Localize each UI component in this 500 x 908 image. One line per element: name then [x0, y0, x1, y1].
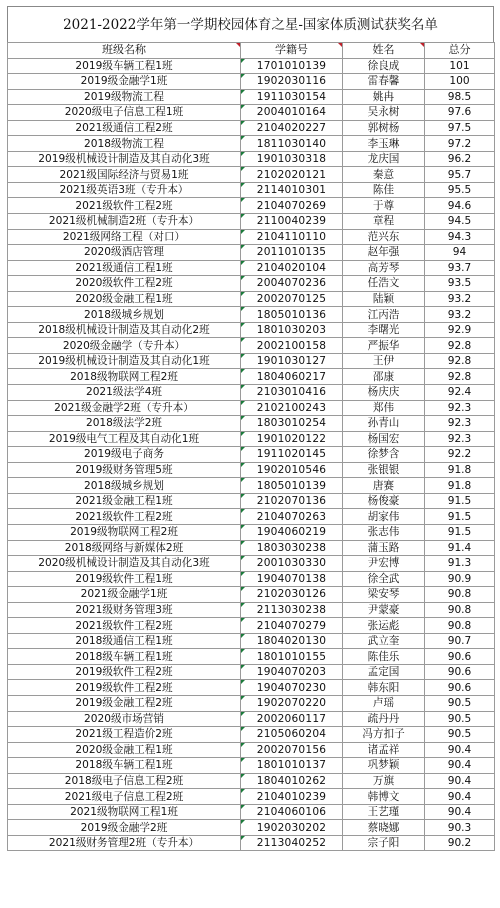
score-cell[interactable]: 91.5 [425, 524, 495, 540]
class-cell[interactable]: 2019级车辆工程1班 [8, 58, 241, 74]
student-id-cell[interactable]: 2001030330 [241, 556, 343, 572]
student-id-cell[interactable]: 2114010301 [241, 182, 343, 198]
header-row [8, 43, 495, 59]
score-cell[interactable]: 90.4 [425, 758, 495, 774]
table-row [8, 587, 495, 603]
score-cell[interactable]: 93.5 [425, 276, 495, 292]
score-cell[interactable]: 90.5 [425, 727, 495, 743]
table-row [8, 385, 495, 401]
table-row [8, 727, 495, 743]
table-row [8, 711, 495, 727]
student-id-cell[interactable]: 1804060217 [241, 369, 343, 385]
student-id-cell[interactable]: 1803010254 [241, 416, 343, 432]
student-id-cell[interactable]: 2004070236 [241, 276, 343, 292]
score-cell[interactable]: 90.4 [425, 742, 495, 758]
score-cell[interactable]: 92.8 [425, 369, 495, 385]
table-row [8, 369, 495, 385]
table-row [8, 664, 495, 680]
score-cell[interactable]: 93.2 [425, 291, 495, 307]
table-row [8, 773, 495, 789]
score-cell[interactable]: 92.4 [425, 385, 495, 401]
table-row [8, 276, 495, 292]
class-cell[interactable]: 2021级通信工程1班 [8, 260, 241, 276]
student-id-cell[interactable]: 2002070125 [241, 291, 343, 307]
score-cell[interactable]: 97.2 [425, 136, 495, 152]
header-name[interactable]: 姓名 [343, 43, 425, 59]
class-cell[interactable]: 2018级通信工程1班 [8, 633, 241, 649]
name-cell[interactable]: 赵年强 [343, 245, 425, 261]
header-student-id[interactable]: 学籍号 [241, 43, 343, 59]
score-cell[interactable]: 92.8 [425, 353, 495, 369]
student-id-cell[interactable]: 2102070136 [241, 493, 343, 509]
name-cell[interactable]: 巩梦颖 [343, 758, 425, 774]
score-cell[interactable]: 97.5 [425, 120, 495, 136]
name-cell[interactable]: 李玉琳 [343, 136, 425, 152]
class-cell[interactable]: 2020级金融工程1班 [8, 742, 241, 758]
table-row [8, 182, 495, 198]
table-row [8, 447, 495, 463]
name-cell[interactable]: 徐全武 [343, 571, 425, 587]
class-cell[interactable]: 2020级金融工程1班 [8, 291, 241, 307]
name-cell[interactable]: 郭树杨 [343, 120, 425, 136]
class-cell[interactable]: 2020级金融学（专升本） [8, 338, 241, 354]
class-cell[interactable]: 2021级软件工程2班 [8, 198, 241, 214]
table-row [8, 789, 495, 805]
score-cell[interactable]: 92.3 [425, 416, 495, 432]
name-cell[interactable]: 卢瑶 [343, 695, 425, 711]
name-cell[interactable]: 张运彪 [343, 618, 425, 634]
student-id-cell[interactable]: 2113030238 [241, 602, 343, 618]
name-cell[interactable]: 严振华 [343, 338, 425, 354]
score-cell[interactable]: 98.5 [425, 89, 495, 105]
name-cell[interactable]: 江丙浩 [343, 307, 425, 323]
score-cell[interactable]: 94.5 [425, 214, 495, 230]
score-cell[interactable]: 93.2 [425, 307, 495, 323]
student-id-cell[interactable]: 1904060219 [241, 524, 343, 540]
class-cell[interactable]: 2018级物联网工程2班 [8, 369, 241, 385]
name-cell[interactable]: 陆颖 [343, 291, 425, 307]
table-row [8, 540, 495, 556]
name-cell[interactable]: 蔡晓娜 [343, 820, 425, 836]
table-row [8, 571, 495, 587]
student-id-cell[interactable]: 2104010239 [241, 789, 343, 805]
score-cell[interactable]: 91.4 [425, 540, 495, 556]
class-cell[interactable]: 2019级金融学2班 [8, 820, 241, 836]
table-row [8, 214, 495, 230]
class-cell[interactable]: 2021级电子信息工程2班 [8, 789, 241, 805]
student-id-cell[interactable]: 1902010546 [241, 462, 343, 478]
table-row [8, 229, 495, 245]
name-cell[interactable]: 胡家伟 [343, 509, 425, 525]
score-cell[interactable]: 94 [425, 245, 495, 261]
class-cell[interactable]: 2021级物联网工程1班 [8, 804, 241, 820]
student-id-cell[interactable]: 2104020227 [241, 120, 343, 136]
name-cell[interactable]: 韩博文 [343, 789, 425, 805]
table-row [8, 353, 495, 369]
table-row [8, 835, 495, 851]
student-id-cell[interactable]: 1901030127 [241, 353, 343, 369]
name-cell[interactable]: 疏丹丹 [343, 711, 425, 727]
table-row [8, 509, 495, 525]
score-cell[interactable]: 94.3 [425, 229, 495, 245]
student-id-cell[interactable]: 2113040252 [241, 835, 343, 851]
score-cell[interactable]: 92.2 [425, 447, 495, 463]
class-cell[interactable]: 2021级工程造价2班 [8, 727, 241, 743]
name-cell[interactable]: 张志伟 [343, 524, 425, 540]
table-row [8, 136, 495, 152]
table-row [8, 493, 495, 509]
header-class[interactable]: 班级名称 [8, 43, 241, 59]
student-id-cell[interactable]: 2104070279 [241, 618, 343, 634]
name-cell[interactable]: 武立奎 [343, 633, 425, 649]
name-cell[interactable]: 唐赛 [343, 478, 425, 494]
student-id-cell[interactable]: 1902030202 [241, 820, 343, 836]
score-cell[interactable]: 91.5 [425, 493, 495, 509]
student-id-cell[interactable]: 1803030238 [241, 540, 343, 556]
table-row [8, 74, 495, 90]
header-score[interactable]: 总分 [425, 43, 495, 59]
class-cell[interactable]: 2021级国际经济与贸易1班 [8, 167, 241, 183]
score-cell[interactable]: 92.3 [425, 400, 495, 416]
table-row [8, 478, 495, 494]
class-cell[interactable]: 2019级软件工程1班 [8, 571, 241, 587]
name-cell[interactable]: 张银银 [343, 462, 425, 478]
score-cell[interactable]: 90.8 [425, 602, 495, 618]
student-id-cell[interactable]: 1701010139 [241, 58, 343, 74]
student-id-cell[interactable]: 2004010164 [241, 105, 343, 121]
table-row [8, 680, 495, 696]
name-cell[interactable]: 杨国宏 [343, 431, 425, 447]
student-id-cell[interactable]: 2104070269 [241, 198, 343, 214]
student-id-cell[interactable]: 1911020145 [241, 447, 343, 463]
score-cell[interactable]: 91.5 [425, 509, 495, 525]
score-cell[interactable]: 91.8 [425, 478, 495, 494]
class-cell[interactable]: 2021级金融工程1班 [8, 493, 241, 509]
class-cell[interactable]: 2019级金融工程2班 [8, 695, 241, 711]
score-cell[interactable]: 90.6 [425, 664, 495, 680]
name-cell[interactable]: 任浩文 [343, 276, 425, 292]
name-cell[interactable]: 韩东阳 [343, 680, 425, 696]
name-cell[interactable]: 诸孟祥 [343, 742, 425, 758]
name-cell[interactable]: 龙庆国 [343, 151, 425, 167]
award-table [7, 42, 495, 851]
name-cell[interactable]: 梁安琴 [343, 587, 425, 603]
score-cell[interactable]: 92.3 [425, 431, 495, 447]
name-cell[interactable]: 冯方扣子 [343, 727, 425, 743]
score-cell[interactable]: 93.7 [425, 260, 495, 276]
class-cell[interactable]: 2020级电子信息工程1班 [8, 105, 241, 121]
class-cell[interactable]: 2018级网络与新媒体2班 [8, 540, 241, 556]
name-cell[interactable]: 孙青山 [343, 416, 425, 432]
table-row [8, 307, 495, 323]
student-id-cell[interactable]: 2102100243 [241, 400, 343, 416]
student-id-cell[interactable]: 1902070220 [241, 695, 343, 711]
name-cell[interactable]: 万旗 [343, 773, 425, 789]
name-cell[interactable]: 尹蒙豪 [343, 602, 425, 618]
class-cell[interactable]: 2021级网络工程（对口） [8, 229, 241, 245]
class-cell[interactable]: 2021级通信工程2班 [8, 120, 241, 136]
student-id-cell[interactable]: 2102030126 [241, 587, 343, 603]
table-row [8, 695, 495, 711]
class-cell[interactable]: 2019级物联网工程2班 [8, 524, 241, 540]
score-cell[interactable]: 100 [425, 74, 495, 90]
table-row [8, 338, 495, 354]
table-row [8, 151, 495, 167]
table-row [8, 416, 495, 432]
name-cell[interactable]: 高芳琴 [343, 260, 425, 276]
student-id-cell[interactable]: 1804010262 [241, 773, 343, 789]
class-cell[interactable]: 2020级市场营销 [8, 711, 241, 727]
name-cell[interactable]: 王伊 [343, 353, 425, 369]
score-cell[interactable]: 95.7 [425, 167, 495, 183]
table-row [8, 260, 495, 276]
score-cell[interactable]: 91.3 [425, 556, 495, 572]
student-id-cell[interactable]: 1805010139 [241, 478, 343, 494]
student-id-cell[interactable]: 2104020104 [241, 260, 343, 276]
student-id-cell[interactable]: 2110040239 [241, 214, 343, 230]
name-cell[interactable]: 蒲玉路 [343, 540, 425, 556]
student-id-cell[interactable]: 2104060106 [241, 804, 343, 820]
table-row [8, 58, 495, 74]
score-cell[interactable]: 101 [425, 58, 495, 74]
class-cell[interactable]: 2021级财务管理2班（专升本） [8, 835, 241, 851]
student-id-cell[interactable]: 1801010137 [241, 758, 343, 774]
student-id-cell[interactable]: 2104070263 [241, 509, 343, 525]
score-cell[interactable]: 90.2 [425, 835, 495, 851]
class-cell[interactable]: 2019级软件工程2班 [8, 680, 241, 696]
student-id-cell[interactable]: 1804020130 [241, 633, 343, 649]
student-id-cell[interactable]: 1801030203 [241, 322, 343, 338]
student-id-cell[interactable]: 1901020122 [241, 431, 343, 447]
table-row [8, 820, 495, 836]
score-cell[interactable]: 92.9 [425, 322, 495, 338]
table-row [8, 618, 495, 634]
table-row [8, 167, 495, 183]
class-cell[interactable]: 2019级机械设计制造及其自动化3班 [8, 151, 241, 167]
student-id-cell[interactable]: 1904070138 [241, 571, 343, 587]
table-row [8, 742, 495, 758]
score-cell[interactable]: 90.4 [425, 804, 495, 820]
score-cell[interactable]: 94.6 [425, 198, 495, 214]
name-cell[interactable]: 宗子阳 [343, 835, 425, 851]
student-id-cell[interactable]: 2104110110 [241, 229, 343, 245]
class-cell[interactable]: 2018级城乡规划 [8, 307, 241, 323]
score-cell[interactable]: 90.8 [425, 587, 495, 603]
student-id-cell[interactable]: 2103010416 [241, 385, 343, 401]
score-cell[interactable]: 92.8 [425, 338, 495, 354]
table-row [8, 400, 495, 416]
name-cell[interactable]: 杨俊豪 [343, 493, 425, 509]
table-row [8, 556, 495, 572]
student-id-cell[interactable]: 2011010135 [241, 245, 343, 261]
student-id-cell[interactable]: 1911030154 [241, 89, 343, 105]
student-id-cell[interactable]: 1805010136 [241, 307, 343, 323]
class-cell[interactable]: 2018级车辆工程1班 [8, 758, 241, 774]
score-cell[interactable]: 90.9 [425, 571, 495, 587]
name-cell[interactable]: 于尊 [343, 198, 425, 214]
table-row [8, 291, 495, 307]
score-cell[interactable]: 90.6 [425, 680, 495, 696]
class-cell[interactable]: 2019级软件工程2班 [8, 664, 241, 680]
table-row [8, 120, 495, 136]
score-cell[interactable]: 90.5 [425, 695, 495, 711]
student-id-cell[interactable]: 1811030140 [241, 136, 343, 152]
class-cell[interactable]: 2019级金融学1班 [8, 74, 241, 90]
score-cell[interactable]: 90.4 [425, 789, 495, 805]
table-row [8, 633, 495, 649]
score-cell[interactable]: 97.6 [425, 105, 495, 121]
class-cell[interactable]: 2021级法学4班 [8, 385, 241, 401]
name-cell[interactable]: 孟定国 [343, 664, 425, 680]
name-cell[interactable]: 郑伟 [343, 400, 425, 416]
name-cell[interactable]: 雷春馨 [343, 74, 425, 90]
score-cell[interactable]: 90.8 [425, 618, 495, 634]
name-cell[interactable]: 徐梦含 [343, 447, 425, 463]
table-row [8, 245, 495, 261]
class-cell[interactable]: 2018级法学2班 [8, 416, 241, 432]
student-id-cell[interactable]: 2102020121 [241, 167, 343, 183]
class-cell[interactable]: 2021级软件工程2班 [8, 509, 241, 525]
class-cell[interactable]: 2021级金融学1班 [8, 587, 241, 603]
score-cell[interactable]: 91.8 [425, 462, 495, 478]
name-cell[interactable]: 吴永树 [343, 105, 425, 121]
class-cell[interactable]: 2019级电子商务 [8, 447, 241, 463]
class-cell[interactable]: 2018级机械设计制造及其自动化2班 [8, 322, 241, 338]
table-row [8, 649, 495, 665]
name-cell[interactable]: 李曙光 [343, 322, 425, 338]
class-cell[interactable]: 2019级机械设计制造及其自动化1班 [8, 353, 241, 369]
class-cell[interactable]: 2021级软件工程2班 [8, 618, 241, 634]
table-row [8, 524, 495, 540]
table-row [8, 89, 495, 105]
name-cell[interactable]: 徐良成 [343, 58, 425, 74]
score-cell[interactable]: 90.7 [425, 633, 495, 649]
score-cell[interactable]: 90.5 [425, 711, 495, 727]
class-cell[interactable]: 2018级城乡规划 [8, 478, 241, 494]
score-cell[interactable]: 90.6 [425, 649, 495, 665]
class-cell[interactable]: 2018级车辆工程1班 [8, 649, 241, 665]
student-id-cell[interactable]: 2105060204 [241, 727, 343, 743]
class-cell[interactable]: 2018级物流工程 [8, 136, 241, 152]
class-cell[interactable]: 2020级机械设计制造及其自动化3班 [8, 556, 241, 572]
name-cell[interactable]: 范兴东 [343, 229, 425, 245]
class-cell[interactable]: 2021级财务管理3班 [8, 602, 241, 618]
name-cell[interactable]: 王艺瑾 [343, 804, 425, 820]
student-id-cell[interactable]: 2002100158 [241, 338, 343, 354]
award-sheet [7, 6, 494, 851]
class-cell[interactable]: 2021级机械制造2班（专升本） [8, 214, 241, 230]
student-id-cell[interactable]: 2002060117 [241, 711, 343, 727]
score-cell[interactable]: 96.2 [425, 151, 495, 167]
name-cell[interactable]: 姚冉 [343, 89, 425, 105]
score-cell[interactable]: 90.3 [425, 820, 495, 836]
student-id-cell[interactable]: 2002070156 [241, 742, 343, 758]
name-cell[interactable]: 邵康 [343, 369, 425, 385]
class-cell[interactable]: 2020级酒店管理 [8, 245, 241, 261]
class-cell[interactable]: 2020级软件工程2班 [8, 276, 241, 292]
class-cell[interactable]: 2019级电气工程及其自动化1班 [8, 431, 241, 447]
class-cell[interactable]: 2019级物流工程 [8, 89, 241, 105]
class-cell[interactable]: 2021级英语3班（专升本） [8, 182, 241, 198]
class-cell[interactable]: 2018级电子信息工程2班 [8, 773, 241, 789]
table-row [8, 431, 495, 447]
table-row [8, 758, 495, 774]
name-cell[interactable]: 尹宏博 [343, 556, 425, 572]
name-cell[interactable]: 章程 [343, 214, 425, 230]
name-cell[interactable]: 陈佳乐 [343, 649, 425, 665]
score-cell[interactable]: 95.5 [425, 182, 495, 198]
student-id-cell[interactable]: 1904070230 [241, 680, 343, 696]
table-row [8, 462, 495, 478]
name-cell[interactable]: 杨庆庆 [343, 385, 425, 401]
table-row [8, 198, 495, 214]
student-id-cell[interactable]: 1902030116 [241, 74, 343, 90]
class-cell[interactable]: 2021级金融学2班（专升本） [8, 400, 241, 416]
class-cell[interactable]: 2019级财务管理5班 [8, 462, 241, 478]
student-id-cell[interactable]: 1801010155 [241, 649, 343, 665]
sheet-title: 2021-2022学年第一学期校园体育之星-国家体质测试获奖名单 [7, 6, 494, 42]
table-row [8, 804, 495, 820]
table-row [8, 602, 495, 618]
table-row [8, 322, 495, 338]
name-cell[interactable]: 陈佳 [343, 182, 425, 198]
student-id-cell[interactable]: 1901030318 [241, 151, 343, 167]
name-cell[interactable]: 秦意 [343, 167, 425, 183]
student-id-cell[interactable]: 1904070203 [241, 664, 343, 680]
table-row [8, 105, 495, 121]
score-cell[interactable]: 90.4 [425, 773, 495, 789]
